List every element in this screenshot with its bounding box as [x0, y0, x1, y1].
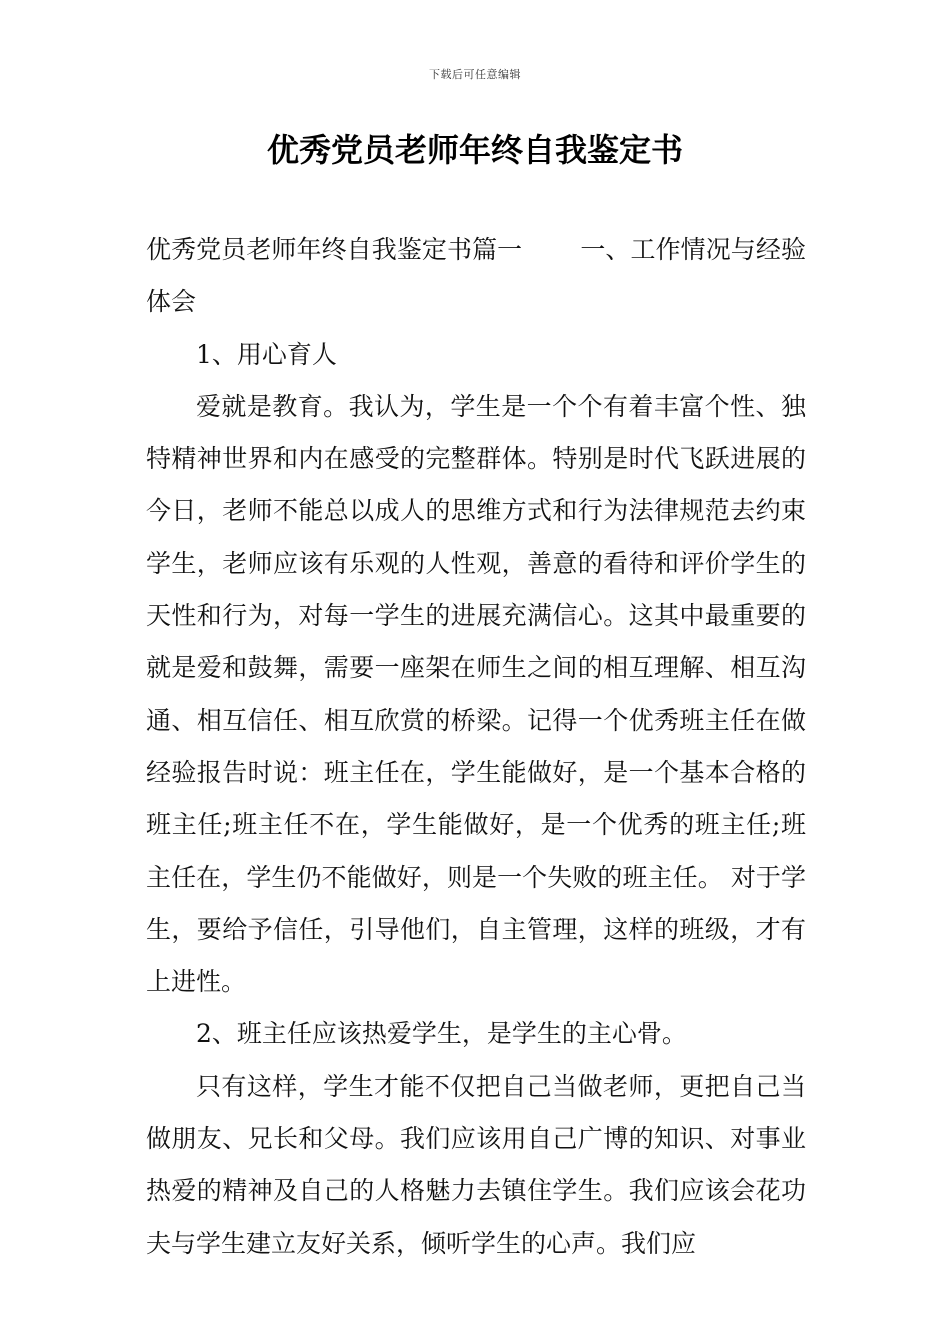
intro-part-2: 一、工作情况与经验体会	[146, 235, 806, 317]
section-heading-1: 1、用心育人	[196, 339, 337, 369]
paragraph-1: 爱就是教育。我认为，学生是一个个有着丰富个性、独特精神世界和内在感受的完整群体。特别是时代飞跃进展的今日，老师不能总以成人的思维方式和行为法律规范去约束学生，老师应该有乐观的人性观，善意的看待和评价学生的天性和行为，对每一学生的进展充满信心。这其中最重要的就是爱和鼓舞，需要一座架在师生之间的相互理解、相互沟通、相互信任、相互欣赏的桥梁。记得一个优秀班主任在做经验报告时说：班主任在，学生能做好，是一个基本合格的班主任;班主任不在，学生能做好，是一个优秀的班主任;班主任在，学生仍不能做好，则是一个失败的班主任。 对于学生，要给予信任，引导他们，自主管理，这样的班级，才有上进性。	[146, 391, 806, 997]
section-heading-2: 2、班主任应该热爱学生，是学生的主心骨。	[196, 1019, 687, 1049]
document-title: 优秀党员老师年终自我鉴定书	[266, 131, 683, 169]
document-body	[146, 224, 806, 1270]
intro-part-1: 优秀党员老师年终自我鉴定书篇一	[146, 235, 523, 264]
paragraph-2: 只有这样，学生才能不仅把自己当做老师，更把自己当做朋友、兄长和父母。我们应该用自己广博的知识、对事业热爱的精神及自己的人格魅力去镇住学生。我们应该会花功夫与学生建立友好关系，倾听学生的心声。我们应	[146, 1071, 806, 1258]
intro-paragraph	[146, 224, 806, 329]
header-note: 下载后可任意编辑	[429, 68, 521, 81]
